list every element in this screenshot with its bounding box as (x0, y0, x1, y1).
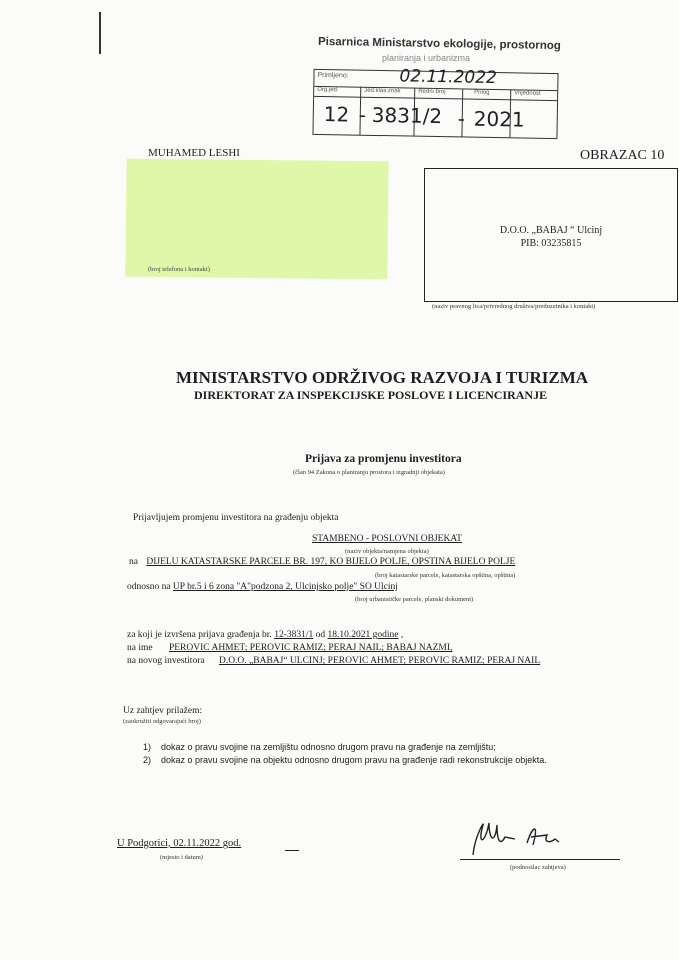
parcel-value: DIJELU KATASTARSKE PARCELE BR. 197, KO BIJELO POLJE, OPSTINA BIJELO POLJE (146, 557, 516, 567)
col-org-unit: Org.jed. (317, 86, 339, 94)
registration-date: 18.10.2021 godine (327, 630, 399, 640)
applicant-caption: (broj telefona i kontakt) (148, 266, 210, 273)
registry-stamp: Primljeno: 02.11.2022 Org.jed. Jed.klas.znak Redni broj Prilog Vrijednost 12 - 3831/2 - 2021 (312, 69, 558, 139)
registration-od: od (315, 630, 326, 640)
object-name: STAMBENO - POSLOVNI OBJEKAT (312, 534, 462, 544)
stamp-subtitle: planiranja i urbanizma (382, 53, 471, 63)
new-investors: D.O.O. „BABAJ“ ULCINJ; PEROVIC AHMET; PEROVIC RAMIZ; PERAJ NAIL (218, 656, 541, 666)
col-serial: Redni broj (418, 88, 446, 96)
up-value: UP br.5 i 6 zona "A"podzona 2, Ulcinjsko polje" SO Ulcinj (172, 582, 398, 592)
received-label: Primljeno: (317, 71, 349, 80)
col-attachment: Prilog (474, 89, 490, 96)
intro-text: Prijavljujem promjenu investitora na građenju objekta (133, 513, 339, 523)
previous-investors: PEROVIC AHMET; PEROVIC RAMIZ; PERAJ NAIL; BABAJ NAZMI, (168, 643, 453, 653)
directorate-title: DIREKTORAT ZA INSPEKCIJSKE POSLOVE I LICENCIRANJE (194, 388, 548, 402)
registration-prefix: za koji je izvršena prijava građenja br. (127, 630, 272, 640)
registration-number: 12-3831/1 (274, 630, 314, 640)
year-value: 2021 (473, 106, 525, 132)
margin-mark (99, 12, 101, 54)
attachments-caption: (zaokružiti odgovarajući broj) (123, 718, 201, 725)
ministry-title: MINISTARSTVO ODRŽIVOG RAZVOJA I TURIZMA (176, 368, 589, 387)
company-name: D.O.O. „BABAJ “ Ulcinj (499, 225, 603, 236)
signature (455, 815, 585, 865)
attachment-number: 2) (143, 755, 152, 765)
attachment-number: 1) (143, 742, 152, 752)
place-caption: (mjesto i datum) (160, 854, 203, 861)
up-caption: (broj urbanističke parcele, planski dokument) (355, 596, 474, 603)
signature-line (460, 859, 620, 860)
col-value: Vrijednost (514, 90, 541, 97)
signer-caption: (podnosilac zahtjeva) (510, 864, 566, 871)
attachments-label: Uz zahtjev prilažem: (123, 706, 203, 716)
object-caption: (naziv objekta/namjena objekta) (345, 548, 429, 555)
new-investor-prefix: na novog investitora (127, 656, 205, 666)
company-caption: (naziv pravnog lica/privrednog društva/preduzetnika i kontakt) (432, 303, 596, 310)
class-number-value: 3831/2 (371, 102, 443, 129)
applicant-name: MUHAMED LESHI (148, 147, 240, 159)
company-box (424, 168, 678, 302)
parcel-caption: (broj katastarske parcele, katastarska opština, opština) (375, 572, 516, 579)
up-prefix: odnosno na (127, 582, 171, 592)
form-title: Prijava za promjenu investitora (305, 453, 462, 465)
redaction-box (125, 159, 388, 280)
place-date: U Podgorici, 02.11.2022 god. (117, 838, 242, 849)
received-date: 02.11.2022 (399, 66, 497, 89)
names-prefix: na ime (127, 643, 153, 653)
attachment-item: dokaz o pravu svojine na zemljištu odnosno drugom pravu na građenje na zemljištu; (161, 742, 496, 752)
form-label: OBRAZAC 10 (580, 148, 665, 163)
stamp-title: Pisarnica Ministarstvo ekologije, prostornog (317, 35, 561, 53)
org-unit-value: 12 (323, 102, 350, 127)
attachment-item: dokaz o pravu svojine na objektu odnosno drugom pravu na građenje radi rekonstrukcije objekta. (161, 755, 547, 765)
form-subtitle: (član 94 Zakona o planiranju prostora i izgradnji objekata) (293, 469, 445, 476)
company-pib: PIB: 03235815 (520, 238, 582, 249)
col-class: Jed.klas.znak (364, 87, 401, 95)
parcel-prefix: na (129, 557, 138, 567)
